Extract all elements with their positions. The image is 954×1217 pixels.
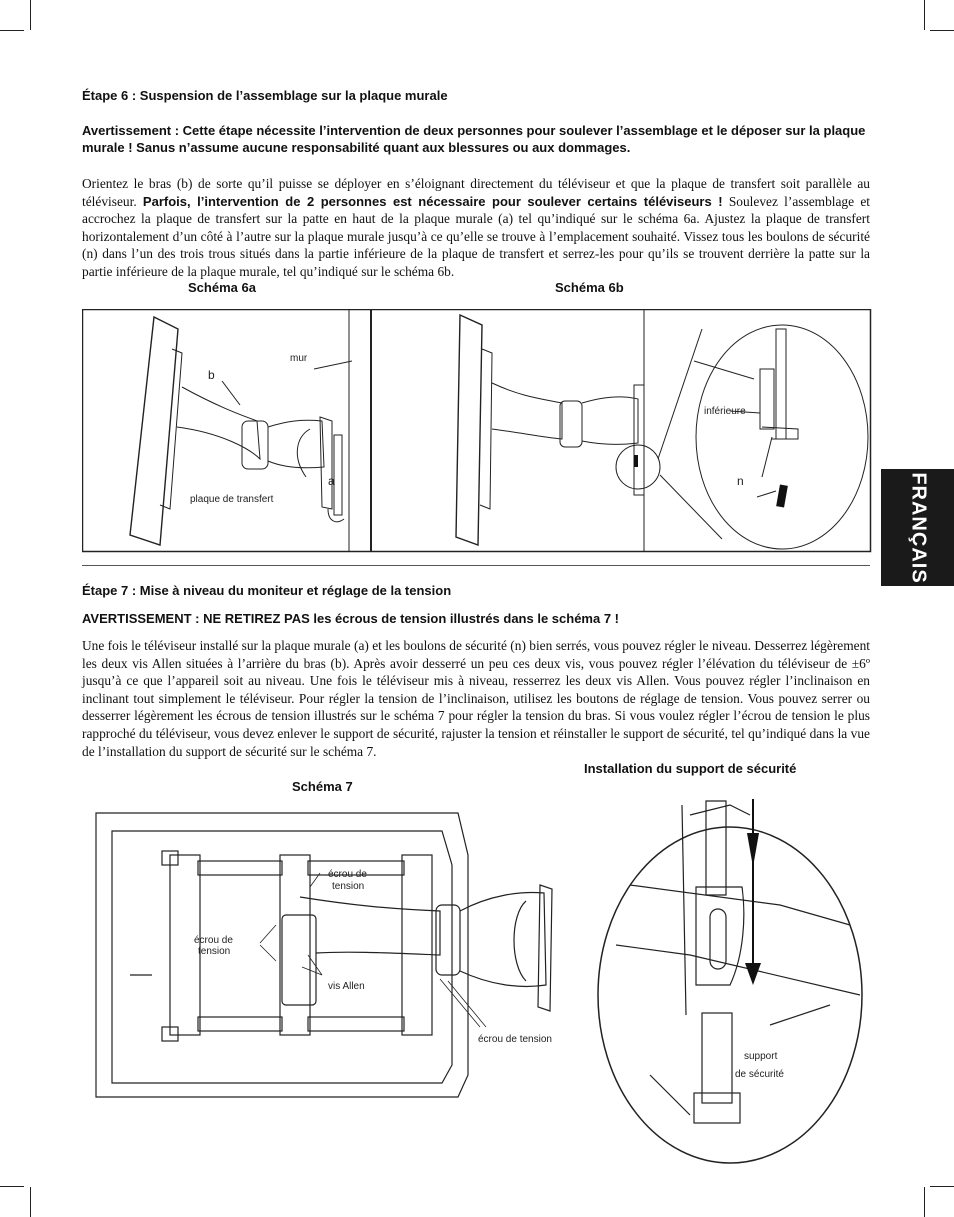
crop-mark <box>930 1186 954 1187</box>
step7-warning: AVERTISSEMENT : NE RETIREZ PAS les écrous de tension illustrés dans le schéma 7 ! <box>82 611 619 626</box>
figure-6a-drawing <box>130 317 352 545</box>
step6-body-part1: Orientez le bras (b) de sorte qu’il puisse se déployer en s’éloignant directement du téléviseur et que la plaque de transfert soit parallèle au téléviseur. <box>82 176 870 209</box>
language-tab-label: FRANÇAIS <box>907 471 929 584</box>
label-vis-allen: vis Allen <box>328 981 365 992</box>
label-nut-top-line2: tension <box>332 881 365 892</box>
figure-6 <box>82 309 872 553</box>
label-bracket-line2: de sécurité <box>735 1069 784 1080</box>
crop-mark <box>930 30 954 31</box>
label-inferieure: inférieure <box>704 406 746 417</box>
label-plaque-de-transfert: plaque de transfert <box>190 494 274 505</box>
step6-heading: Étape 6 : Suspension de l’assemblage sur la plaque murale <box>82 88 448 103</box>
crop-mark <box>0 30 24 31</box>
step6-body <box>82 175 870 281</box>
crop-mark <box>30 1187 31 1217</box>
crop-mark <box>924 0 925 30</box>
label-nut-bottom: écrou de tension <box>478 1034 552 1045</box>
label-nut-top-line1: écrou de <box>328 869 367 880</box>
label-nut-left-line1: écrou de <box>194 935 233 946</box>
label-b: b <box>208 368 215 382</box>
figure-7 <box>90 775 870 1165</box>
step7-heading: Étape 7 : Mise à niveau du moniteur et réglage de la tension <box>82 583 452 598</box>
language-tab <box>881 469 954 586</box>
figure-6b-drawing <box>456 315 868 549</box>
label-n: n <box>737 474 744 488</box>
section-divider <box>82 565 870 566</box>
label-a: a <box>328 474 335 488</box>
label-nut-left-line2: tension <box>198 946 231 957</box>
caption-safety-bracket-install: Installation du support de sécurité <box>584 761 797 776</box>
step6-warning: Avertissement : Cette étape nécessite l’intervention de deux personnes pour soulever l’assemblage et le déposer sur la plaque murale ! Sanus n’assume aucune responsabilité quant aux blessures ou aux dommages. <box>82 123 866 155</box>
label-bracket-line1: support <box>744 1051 778 1062</box>
crop-mark <box>30 0 31 30</box>
caption-schema-6b: Schéma 6b <box>555 280 624 295</box>
label-mur: mur <box>290 353 308 364</box>
step6-body-bold: Parfois, l’intervention de 2 personnes est nécessaire pour soulever certains téléviseurs ! <box>142 193 723 209</box>
step6-body-part2: Soulevez l’assemblage et accrochez la plaque de transfert sur la patte en haut de la plaque murale (a) tel qu’indiqué sur le schéma 6a. Ajustez la plaque de transfert horizontalement d’un côté à l’autre sur la plaque murale jusqu’à ce qu’elle se trouve à l’emplacement souhaité. Vissez tous les boulons de sécurité (n) dans l’un des trois trous situés dans la partie inférieure de la plaque de transfert et serrez-les pour qu’ils se trouvent derrière la patte sur la partie inférieure de la plaque murale, tel qu’indiqué sur le schéma 6b. <box>82 193 870 279</box>
crop-mark <box>0 1186 24 1187</box>
caption-schema-7: Schéma 7 <box>292 779 353 794</box>
caption-schema-6a: Schéma 6a <box>188 280 256 295</box>
step7-body: Une fois le téléviseur installé sur la plaque murale (a) et les boulons de sécurité (n) bien serrés, vous pouvez régler le niveau. Desserrez légèrement les deux vis Allen situées à l’arrière du bras (b). Après avoir desserré un peu ces deux vis, vous pouvez régler l’élévation du téléviseur de ±6º jusqu’à ce que l’appareil soit au niveau. Une fois le téléviseur mis à niveau, resserrez les deux vis Allen. Vous pouvez régler l’inclinaison en inclinant tout simplement le téléviseur. Pour régler la tension de l’inclinaison, utilisez les boutons de réglage de tension. Vous pouvez serrer ou desserrer légèrement les écrous de tension illustrés sur le schéma 7 pour régler la tension du bras. Si vous voulez régler l’écrou de tension le plus rapproché du téléviseur, vous devez enlever le support de sécurité, rajuster la tension et réinstaller le support de sécurité, tel qu’indiqué dans la vue de l’installation du support de sécurité sur le schéma 7. <box>82 638 870 759</box>
crop-mark <box>924 1187 925 1217</box>
